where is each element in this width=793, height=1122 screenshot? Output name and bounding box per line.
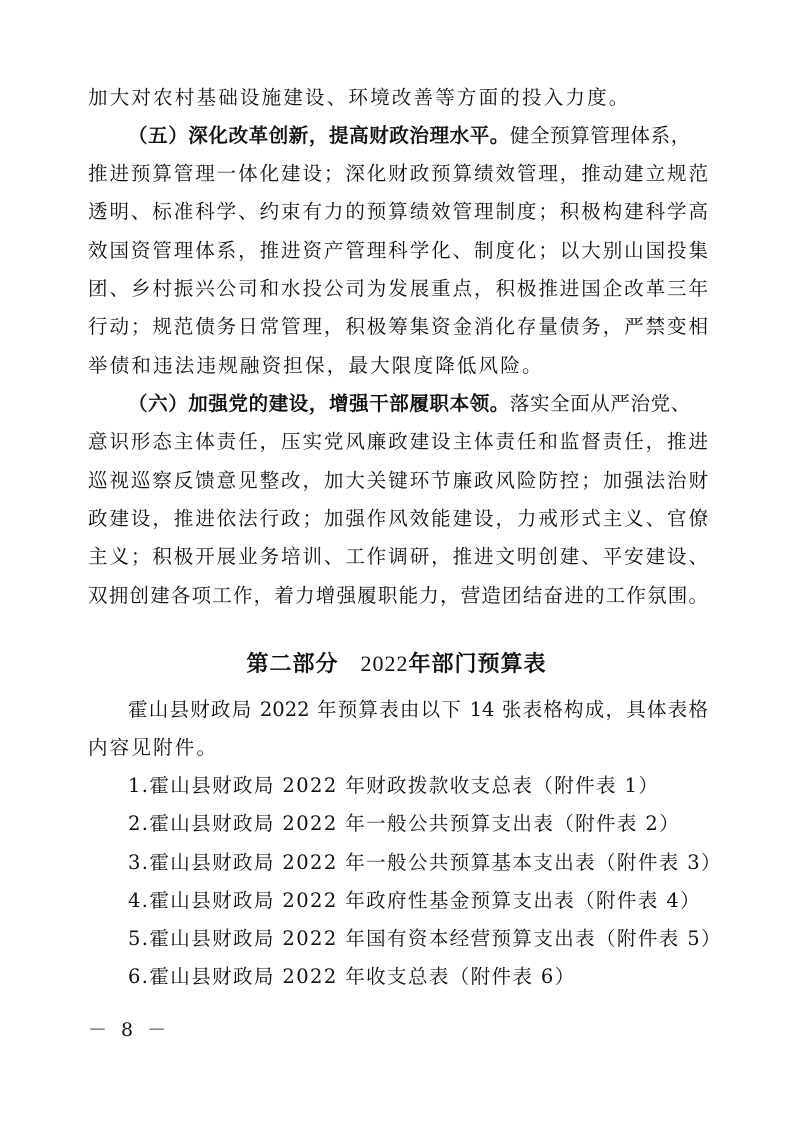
part-two-title-year: 2022 — [360, 651, 409, 676]
section-6-line: 双拥创建各项工作，着力增强履职能力，营造团结奋进的工作氛围。 — [88, 584, 708, 607]
part-two-intro: 霍山县财政局 2022 年预算表由以下 14 张表格构成，具体表格 — [128, 698, 708, 721]
section-5-line: 团、乡村振兴公司和水投公司为发展重点，积极推进国企改革三年 — [88, 277, 708, 300]
paragraph-continuation: 加大对农村基础设施建设、环境改善等方面的投入力度。 — [88, 86, 631, 109]
part-two-title — [0, 650, 793, 679]
table-list-item: 3.霍山县财政局 2022 年一般公共预算基本支出表（附件表 3） — [128, 851, 722, 874]
section-6-line: 主义；积极开展业务培训、工作调研，推进文明创建、平安建设、 — [88, 545, 708, 568]
section-5-first-line — [128, 124, 708, 148]
section-5-line: 效国资管理体系，推进资产管理科学化、制度化；以大别山国投集 — [88, 239, 708, 262]
table-list-item: 1.霍山县财政局 2022 年财政拨款收支总表（附件表 1） — [128, 774, 660, 797]
section-5-line: 举债和违法违规融资担保，最大限度降低风险。 — [88, 354, 544, 377]
page-number: － 8 － — [88, 1019, 171, 1041]
section-6-line: 巡视巡察反馈意见整改，加大关键环节廉政风险防控；加强法治财 — [88, 469, 708, 492]
table-list-item: 5.霍山县财政局 2022 年国有资本经营预算支出表（附件表 5） — [128, 927, 722, 950]
section-5-text-start: 健全预算管理体系， — [509, 124, 691, 147]
part-two-title-prefix: 第二部分 — [246, 652, 339, 677]
section-5-line: 行动；规范债务日常管理，积极筹集资金消化存量债务，严禁变相 — [88, 315, 708, 338]
section-5-heading: （五）深化改革创新，提高财政治理水平。 — [128, 124, 510, 147]
section-6-line: 政建设，推进依法行政；加强作风效能建设，力戒形式主义、官僚 — [88, 507, 708, 530]
section-6-heading: （六）加强党的建设，增强干部履职本领。 — [128, 392, 510, 415]
part-two-title-suffix: 年部门预算表 — [408, 652, 547, 677]
section-5-line: 透明、标准科学、约束有力的预算绩效管理制度；积极构建科学高 — [88, 200, 708, 223]
part-two-intro-end: 内容见附件。 — [88, 736, 219, 759]
section-6-first-line — [128, 392, 708, 416]
section-5-line: 推进预算管理一体化建设；深化财政预算绩效管理，推动建立规范 — [88, 162, 708, 185]
table-list-item: 2.霍山县财政局 2022 年一般公共预算支出表（附件表 2） — [128, 812, 681, 835]
table-list-item: 6.霍山县财政局 2022 年收支总表（附件表 6） — [128, 965, 576, 988]
section-6-line: 意识形态主体责任，压实党风廉政建设主体责任和监督责任，推进 — [88, 430, 708, 453]
table-list-item: 4.霍山县财政局 2022 年政府性基金预算支出表（附件表 4） — [128, 889, 702, 912]
section-6-text-start: 落实全面从严治党、 — [509, 392, 691, 415]
